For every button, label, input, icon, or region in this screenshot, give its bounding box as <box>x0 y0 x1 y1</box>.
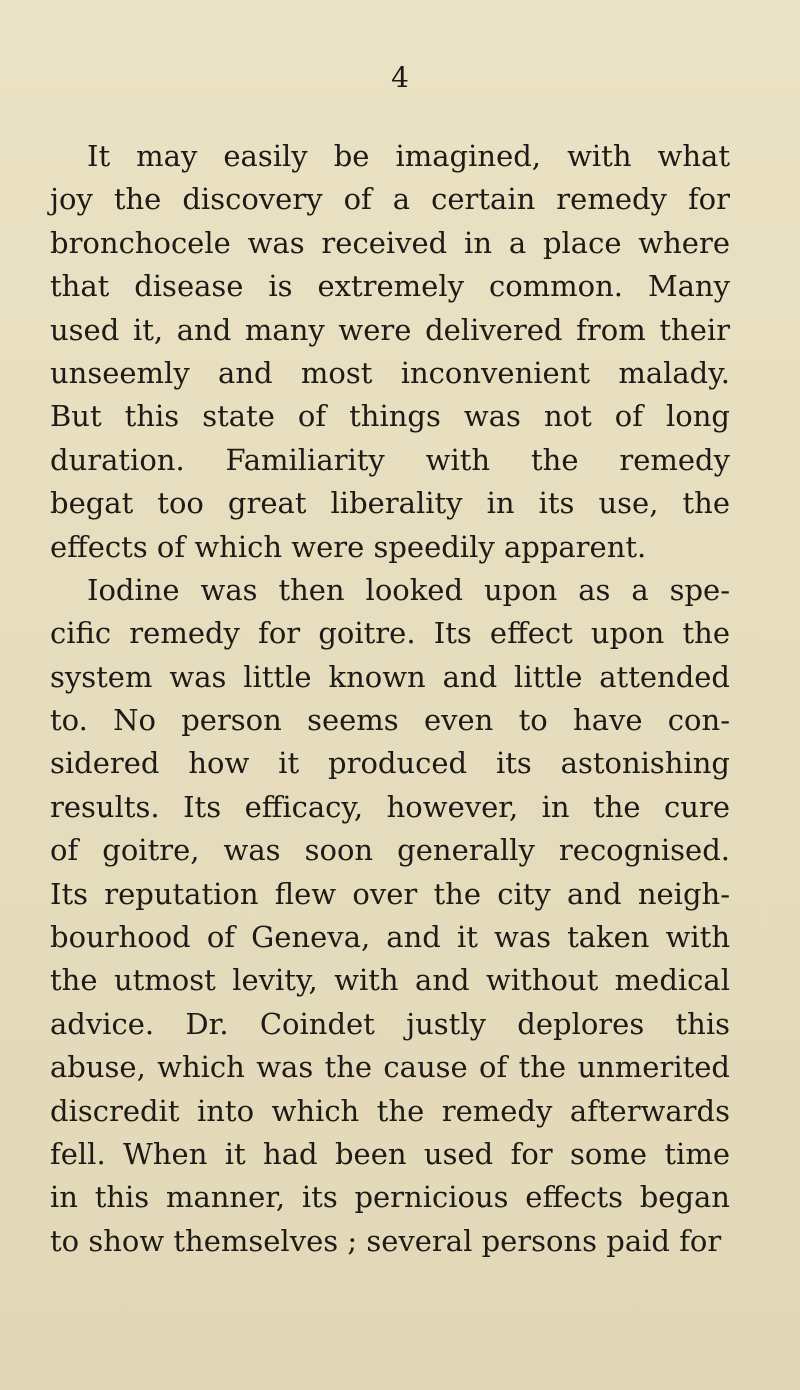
text-line: cific remedy for goitre. Its effect upon the <box>50 616 730 651</box>
text-line: fell. When it had been used for some time <box>50 1136 730 1171</box>
text-line: abuse, which was the cause of the unmerited <box>50 1050 730 1085</box>
text-line: discredit into which the remedy afterwards <box>50 1093 730 1128</box>
text-line: bourhood of Geneva, and it was taken with <box>50 920 730 955</box>
text-line: Iodine was then looked upon as a spe- <box>87 572 730 607</box>
text-line: system was little known and little attended <box>50 659 730 694</box>
text-line: unseemly and most inconvenient malady. <box>50 355 730 390</box>
text-line: It may easily be imagined, with what <box>87 139 730 173</box>
text-line: sidered how it produced its astonishing <box>50 746 730 781</box>
page-number: 4 <box>391 61 409 94</box>
text-line: of goitre, was soon generally recognised. <box>50 833 730 868</box>
text-line: in this manner, its pernicious effects began <box>50 1180 730 1215</box>
text-line: effects of which were speedily apparent. <box>50 529 647 564</box>
text-line: that disease is extremely common. Many <box>50 269 730 304</box>
text-line: the utmost levity, with and without medical <box>50 963 730 998</box>
text-line: joy the discovery of a certain remedy for <box>50 182 730 217</box>
body-text <box>50 135 730 1263</box>
text-line: to show themselves ; several persons paid for <box>50 1223 722 1258</box>
text-line: duration. Familiarity with the remedy <box>50 442 730 477</box>
text-line: Its reputation flew over the city and neigh- <box>50 876 730 911</box>
text-line: used it, and many were delivered from their <box>50 312 730 347</box>
text-line: begat too great liberality in its use, the <box>50 486 730 521</box>
text-line: to. No person seems even to have con- <box>50 703 730 738</box>
text-line: results. Its efficacy, however, in the cure <box>50 789 730 824</box>
text-line: But this state of things was not of long <box>50 399 730 434</box>
text-line: advice. Dr. Coindet justly deplores this <box>50 1006 730 1041</box>
text-line: bronchocele was received in a place where <box>50 225 730 260</box>
